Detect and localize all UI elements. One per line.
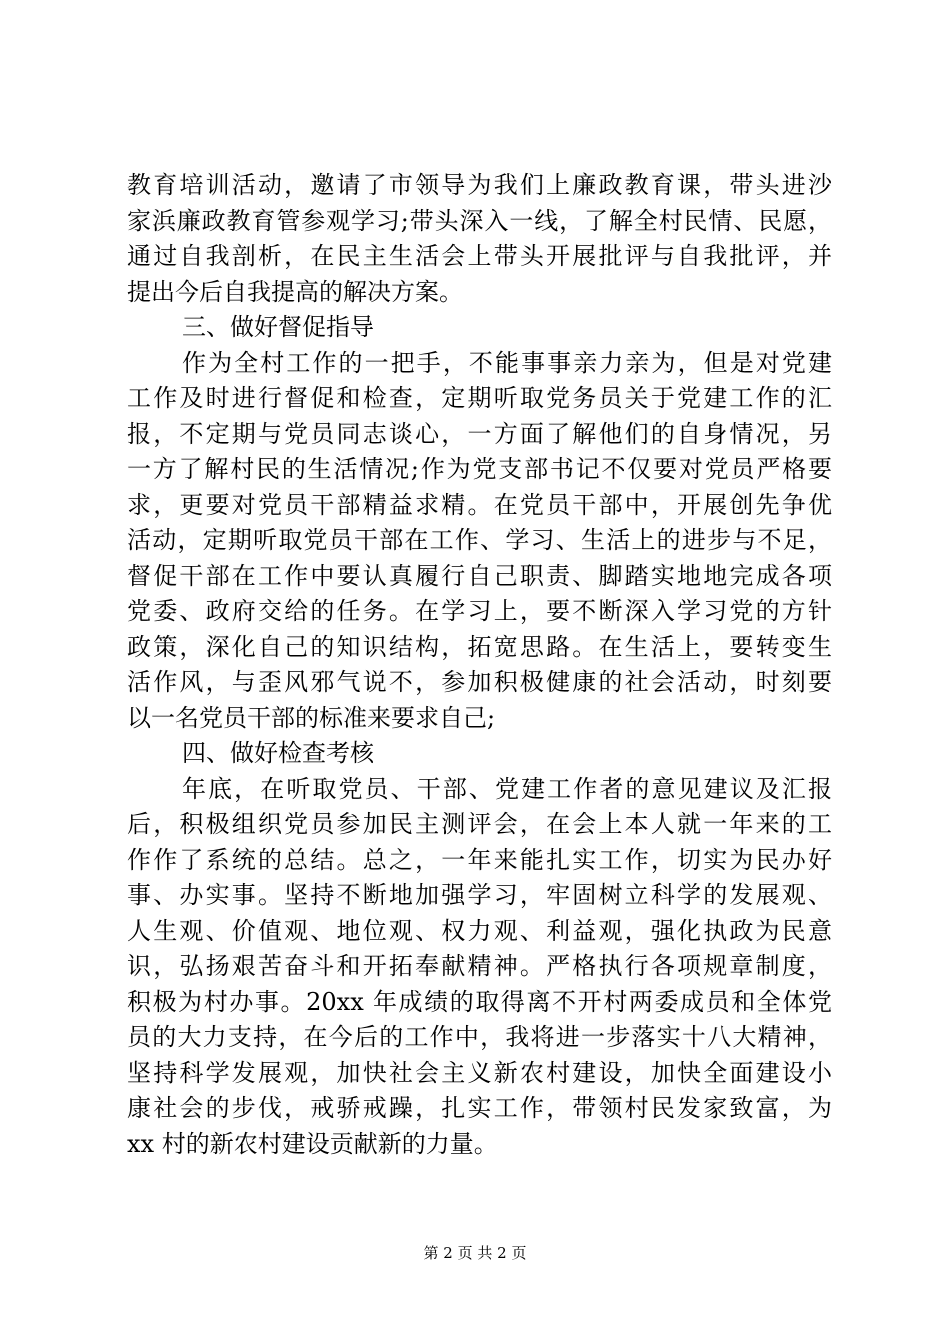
text-line: 求，更要对党员干部精益求精。在党员干部中，开展创先争优 bbox=[127, 490, 832, 519]
text-line: 后，积极组织党员参加民主测评会，在会上本人就一年来的工 bbox=[127, 810, 832, 838]
text-line: 督促干部在工作中要认真履行自己职责、脚踏实地地完成各项 bbox=[127, 561, 832, 590]
text-line: 政策，深化自己的知识结构，拓宽思路。在生活上，要转变生 bbox=[127, 632, 832, 661]
text-line: 工作及时进行督促和检查，定期听取党务员关于党建工作的汇 bbox=[127, 384, 832, 412]
text-line: 党委、政府交给的任务。在学习上，要不断深入学习党的方针 bbox=[127, 597, 832, 625]
text-line: 家浜廉政教育管参观学习;带头深入一线，了解全村民情、民愿， bbox=[127, 206, 832, 235]
text-line: 以一名党员干部的标准来要求自己; bbox=[127, 703, 496, 732]
section-heading: 四、做好检查考核 bbox=[182, 739, 374, 767]
text-line: 活动，定期听取党员干部在工作、学习、生活上的进步与不足， bbox=[127, 526, 832, 554]
text-line: 报，不定期与党员同志谈心，一方面了解他们的自身情况，另 bbox=[127, 419, 832, 448]
text-line: 事、办实事。坚持不断地加强学习，牢固树立科学的发展观、 bbox=[127, 881, 832, 909]
text-line: 识，弘扬艰苦奋斗和开拓奉献精神。严格执行各项规章制度， bbox=[127, 952, 832, 980]
text-line: 活作风，与歪风邪气说不，参加积极健康的社会活动，时刻要 bbox=[127, 668, 832, 696]
text-line: 年底，在听取党员、干部、党建工作者的意见建议及汇报 bbox=[182, 774, 832, 803]
text-line: 员的大力支持，在今后的工作中，我将进一步落实十八大精神， bbox=[127, 1023, 832, 1051]
text-line: 坚持科学发展观，加快社会主义新农村建设，加快全面建设小 bbox=[127, 1058, 832, 1087]
text-line: 教育培训活动，邀请了市领导为我们上廉政教育课，带头进沙 bbox=[127, 171, 832, 199]
section-heading: 三、做好督促指导 bbox=[182, 313, 374, 341]
page-footer: 第 2 页 共 2 页 bbox=[423, 1244, 527, 1262]
text-line: 通过自我剖析，在民主生活会上带头开展批评与自我批评，并 bbox=[127, 242, 832, 270]
text-line: 人生观、价值观、地位观、权力观、利益观，强化执政为民意 bbox=[127, 916, 832, 945]
document-body bbox=[127, 168, 832, 1162]
text-line: 积极为村办事。20xx 年成绩的取得离不开村两委成员和全体党 bbox=[127, 987, 832, 1016]
text-line: 一方了解村民的生活情况;作为党支部书记不仅要对党员严格要 bbox=[127, 455, 832, 483]
text-line: 作作了系统的总结。总之，一年来能扎实工作，切实为民办好 bbox=[127, 845, 832, 874]
text-line: 康社会的步伐，戒骄戒躁，扎实工作，带领村民发家致富，为 bbox=[127, 1094, 832, 1122]
text-line: 提出今后自我提高的解决方案。 bbox=[127, 277, 463, 306]
text-line: 作为全村工作的一把手，不能事事亲力亲为，但是对党建 bbox=[182, 348, 832, 377]
text-line: xx 村的新农村建设贡献新的力量。 bbox=[127, 1129, 498, 1158]
